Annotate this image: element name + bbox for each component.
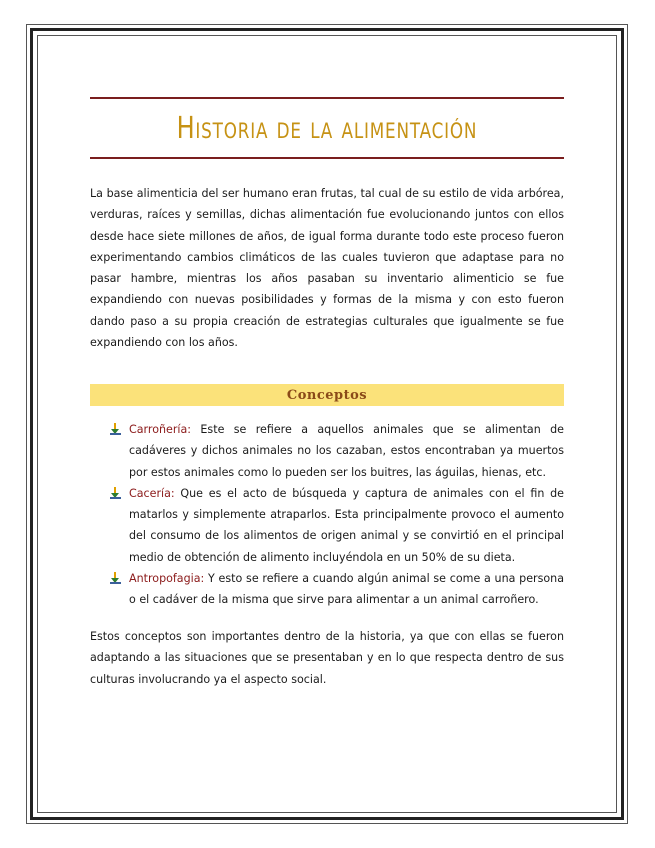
concept-text: Este se refiere a aquellos animales que se alimentan de cadáveres y dichos animales no los cazaban, estos encontraban ya muertos por estos animales como lo pueden ser los buitres, las águilas, hienas, etc.: [129, 423, 564, 479]
concept-list: [108, 419, 564, 611]
concept-item-caceria: [108, 483, 564, 568]
concepts-heading-bar: [90, 384, 564, 406]
concept-text: Que es el acto de búsqueda y captura de animales con el fin de matarlos y simplemente atraparlos. Esta principalmente provoco el aumento del consumo de los alimentos de origen animal y se convirtió en el principal medio de obtención de alimento incluyéndola en un 50% de su dieta.: [129, 486, 564, 564]
concept-item-antropofagia: [108, 568, 564, 611]
title-block: [90, 97, 564, 159]
arrow-down-right-icon: [110, 572, 122, 584]
intro-paragraph: La base alimenticia del ser humano eran frutas, tal cual de su estilo de vida arbórea, verduras, raíces y semillas, dichas alimentación fue evolucionando juntos con ellos desde hace siete millones de años, de igual forma durante todo este proceso fueron experimentando cambios climáticos de las cuales tuvieron que adaptase para no pasar hambre, mientras los años pasaban su inventario alimenticio se fue expandiendo con nuevas posibilidades y formas de la misma y con esto fueron dando paso a su propia creación de estrategias culturales que igualmente se fue expandiendo con los años.: [90, 187, 564, 350]
arrow-down-right-icon: [110, 423, 122, 435]
concept-term: Cacería:: [129, 486, 175, 500]
concept-term: Carroñería:: [129, 423, 192, 436]
page-title: Historia de la alimentación: [176, 110, 478, 146]
arrow-down-right-icon: [110, 487, 122, 499]
concepts-heading: Conceptos: [286, 387, 368, 403]
closing-paragraph: Estos conceptos son importantes dentro de la historia, ya que con ellas se fueron adaptando a las situaciones que se presentaban y en lo que respecta dentro de sus culturas involucrando ya el aspecto social.: [90, 630, 564, 686]
concept-term: Antropofagia:: [129, 572, 205, 586]
concept-text: Y esto se refiere a cuando algún animal se come a una persona o el cadáver de la misma que sirve para alimentar a un animal carroñero.: [129, 572, 564, 607]
concept-item-carroneria: [108, 419, 564, 483]
